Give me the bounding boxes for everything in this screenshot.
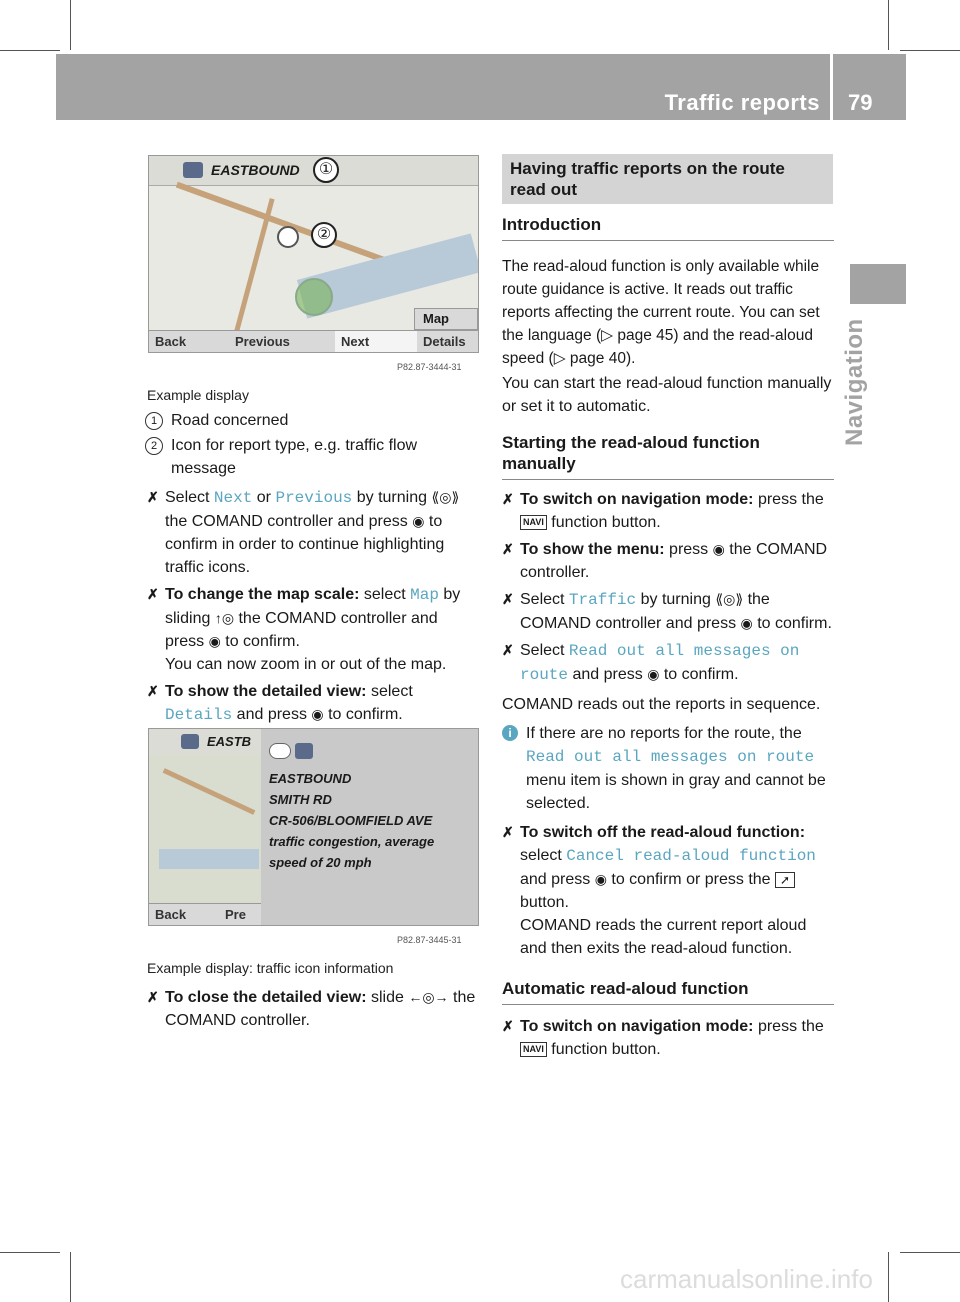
step-arrow-icon: ✗	[502, 591, 514, 607]
step-arrow-icon: ✗	[147, 489, 159, 505]
step-text: by turning	[640, 591, 711, 608]
press-controller-icon: ◉	[208, 633, 221, 649]
map-banner	[149, 156, 478, 186]
legend-item	[147, 434, 479, 480]
step-text: by turning	[356, 489, 427, 506]
detail-line: EASTBOUND	[269, 771, 352, 786]
step-text: press	[669, 541, 709, 558]
legend-text: Road concerned	[171, 412, 289, 429]
step-text: function button.	[551, 1041, 661, 1058]
detail-line: speed of 20 mph	[269, 855, 372, 870]
step-text: to confirm.	[225, 633, 300, 650]
subheading-automatic: Automatic read-aloud function	[502, 978, 834, 1005]
step-text: and press	[520, 871, 591, 888]
step-heading: To show the detailed view:	[165, 683, 367, 700]
figure-id: P82.87-3444-31	[397, 362, 462, 372]
step-text: Select	[520, 591, 565, 608]
menu-item-next: Next	[213, 489, 253, 507]
step-text: Select	[520, 642, 565, 659]
section-heading: Having traffic reports on the route read out	[502, 154, 833, 204]
map-strip	[149, 729, 261, 925]
detail-screenshot	[148, 728, 479, 926]
map-water	[159, 849, 259, 869]
step-arrow-icon: ✗	[502, 642, 514, 658]
callout-1: ①	[313, 157, 339, 183]
instruction-step	[502, 639, 834, 687]
press-controller-icon: ◉	[412, 513, 425, 529]
map-road	[163, 768, 256, 815]
turn-controller-icon: ⟪◎⟫	[431, 489, 460, 505]
navi-button-icon: NAVI	[520, 1042, 547, 1057]
figure-caption: Example display: traffic icon information	[147, 960, 394, 976]
step-text: the COMAND controller.	[165, 989, 476, 1029]
map-screenshot	[148, 155, 479, 353]
step-text: by sliding	[165, 586, 461, 627]
turn-controller-icon: ⟪◎⟫	[715, 591, 744, 607]
previous-softkey[interactable]: Pre	[219, 903, 261, 925]
press-controller-icon: ◉	[647, 666, 660, 682]
step-arrow-icon: ✗	[502, 1018, 514, 1034]
step-text: to confirm.	[757, 615, 832, 632]
legend-text: Icon for report type, e.g. traffic flow message	[171, 437, 418, 477]
step-text: and press	[236, 706, 307, 723]
step-text: button.	[520, 894, 569, 911]
menu-item-details: Details	[165, 706, 233, 724]
step-heading: To switch on navigation mode:	[520, 1018, 754, 1035]
detail-line: CR-506/BLOOMFIELD AVE	[269, 813, 433, 828]
step-arrow-icon: ✗	[502, 824, 514, 840]
header-divider	[830, 54, 833, 120]
paragraph: You can start the read-aloud function manually or set it to automatic.	[502, 375, 832, 415]
traffic-icon	[277, 226, 299, 248]
step-arrow-icon: ✗	[502, 491, 514, 507]
step-text: Select	[165, 489, 210, 506]
step-arrow-icon: ✗	[147, 683, 159, 699]
step-result: COMAND reads the current report aloud and then exits the read-aloud function.	[520, 917, 807, 957]
step-text: to confirm or press the	[611, 871, 771, 888]
info-icon: i	[502, 725, 518, 741]
step-text: to confirm.	[663, 666, 739, 683]
back-softkey[interactable]: Back	[149, 903, 219, 925]
instruction-step	[502, 588, 834, 635]
next-softkey[interactable]: Next	[335, 330, 417, 352]
route-shield-icon	[269, 743, 479, 765]
step-heading: To change the map scale:	[165, 586, 360, 603]
callout-2: ②	[311, 222, 337, 248]
step-result: You can now zoom in or out of the map.	[165, 656, 447, 673]
navi-button-icon: NAVI	[520, 515, 547, 530]
step-arrow-icon: ✗	[147, 586, 159, 602]
press-controller-icon: ◉	[712, 541, 725, 557]
crop-mark	[0, 50, 60, 51]
step-arrow-icon: ✗	[502, 541, 514, 557]
step-text: the COMAND controller.	[520, 541, 828, 581]
page-number: 79	[848, 90, 873, 115]
press-controller-icon: ◉	[740, 615, 753, 631]
previous-softkey[interactable]: Previous	[229, 330, 335, 352]
step-text: press the	[757, 491, 824, 508]
step-result: COMAND reads out the reports in sequence.	[502, 696, 821, 713]
menu-item-map: Map	[410, 586, 439, 604]
legend-item	[147, 409, 479, 432]
step-text: the COMAND controller and press	[165, 513, 408, 530]
menu-item-traffic: Traffic	[568, 591, 637, 609]
instruction-step	[147, 486, 479, 579]
detail-banner	[149, 729, 261, 755]
route-shield-icon	[183, 162, 203, 178]
legend-number-icon: 1	[145, 412, 163, 430]
step-text: slide	[370, 989, 404, 1006]
menu-item-route: route	[520, 666, 569, 684]
detail-line: SMITH RD	[269, 792, 332, 807]
step-text: the COMAND controller and press	[165, 610, 438, 650]
step-text: select	[520, 847, 562, 864]
position-marker-icon	[295, 278, 333, 316]
step-text: select	[370, 683, 413, 700]
info-note	[502, 722, 834, 815]
instruction-step	[147, 986, 479, 1032]
step-text: to confirm in order to continue highlighting traffic icons.	[165, 513, 445, 576]
step-heading: To show the menu:	[520, 541, 665, 558]
crop-mark	[900, 50, 960, 51]
instruction-step	[502, 1015, 834, 1061]
figure-id: P82.87-3445-31	[397, 935, 462, 945]
press-controller-icon: ◉	[311, 706, 324, 722]
legend-number-icon: 2	[145, 437, 163, 455]
instruction-step	[147, 583, 479, 676]
details-softkey[interactable]: Details	[417, 330, 479, 352]
crop-mark	[900, 1252, 960, 1253]
map-banner-label: EASTBOUND	[211, 162, 300, 178]
step-heading: To switch off the read-aloud function:	[520, 824, 806, 841]
watermark: carmanualsonline.info	[620, 1264, 873, 1294]
crop-mark	[70, 1252, 71, 1302]
menu-item-read-out: Read out all messages on	[568, 642, 800, 660]
slide-controller-icon: ↑◎	[214, 610, 235, 626]
step-text: function button.	[551, 514, 661, 531]
step-text: and press	[572, 666, 643, 683]
instruction-step	[502, 821, 834, 960]
section-tab	[850, 264, 906, 304]
step-arrow-icon: ✗	[147, 989, 159, 1005]
subheading-introduction: Introduction	[502, 214, 834, 241]
route-shield-icon	[181, 734, 199, 749]
section-label: Navigation	[841, 318, 868, 446]
crop-mark	[70, 0, 71, 50]
note-text: menu item is shown in gray and cannot be selected.	[526, 772, 826, 812]
step-heading: To switch on navigation mode:	[520, 491, 754, 508]
step-text: or	[256, 489, 272, 506]
step-text: to confirm.	[328, 706, 403, 723]
crop-mark	[888, 1252, 889, 1302]
crop-mark	[0, 1252, 60, 1253]
instruction-step	[147, 680, 479, 727]
paragraph: The read-aloud function is only available while route guidance is active. It reads out traffic reports affecting the current route. You can set the language (▷ page 45) and the read-aloud speed (▷ page 40).	[502, 258, 820, 367]
figure-caption: Example display	[147, 387, 249, 403]
step-heading: To close the detailed view:	[165, 989, 367, 1006]
back-softkey[interactable]: Back	[149, 330, 229, 352]
detail-panel	[261, 729, 479, 925]
note-text: If there are no reports for the route, the	[526, 725, 802, 742]
instruction-step	[502, 538, 834, 584]
page-title: Traffic reports	[664, 90, 820, 115]
slide-left-right-icon: ←◎→	[408, 989, 449, 1005]
back-button-icon: ➚	[775, 872, 795, 888]
right-column	[502, 214, 834, 1061]
menu-item-cancel: Cancel read-aloud function	[566, 847, 816, 865]
subheading-manual: Starting the read-aloud function manually	[502, 432, 834, 480]
press-controller-icon: ◉	[594, 871, 607, 887]
menu-item-read-out: Read out all messages on route	[526, 748, 815, 766]
crop-mark	[888, 0, 889, 50]
left-column	[147, 384, 479, 727]
step-text: press the	[757, 1018, 824, 1035]
detail-banner-label: EASTB	[207, 734, 252, 749]
step-text: select	[363, 586, 406, 603]
map-softkey[interactable]: Map	[414, 308, 478, 330]
menu-item-previous: Previous	[275, 489, 353, 507]
step-text: the COMAND controller and press	[520, 591, 770, 632]
detail-line: traffic congestion, average	[269, 834, 435, 849]
instruction-step	[502, 488, 834, 534]
left-column-bottom	[147, 957, 479, 1032]
